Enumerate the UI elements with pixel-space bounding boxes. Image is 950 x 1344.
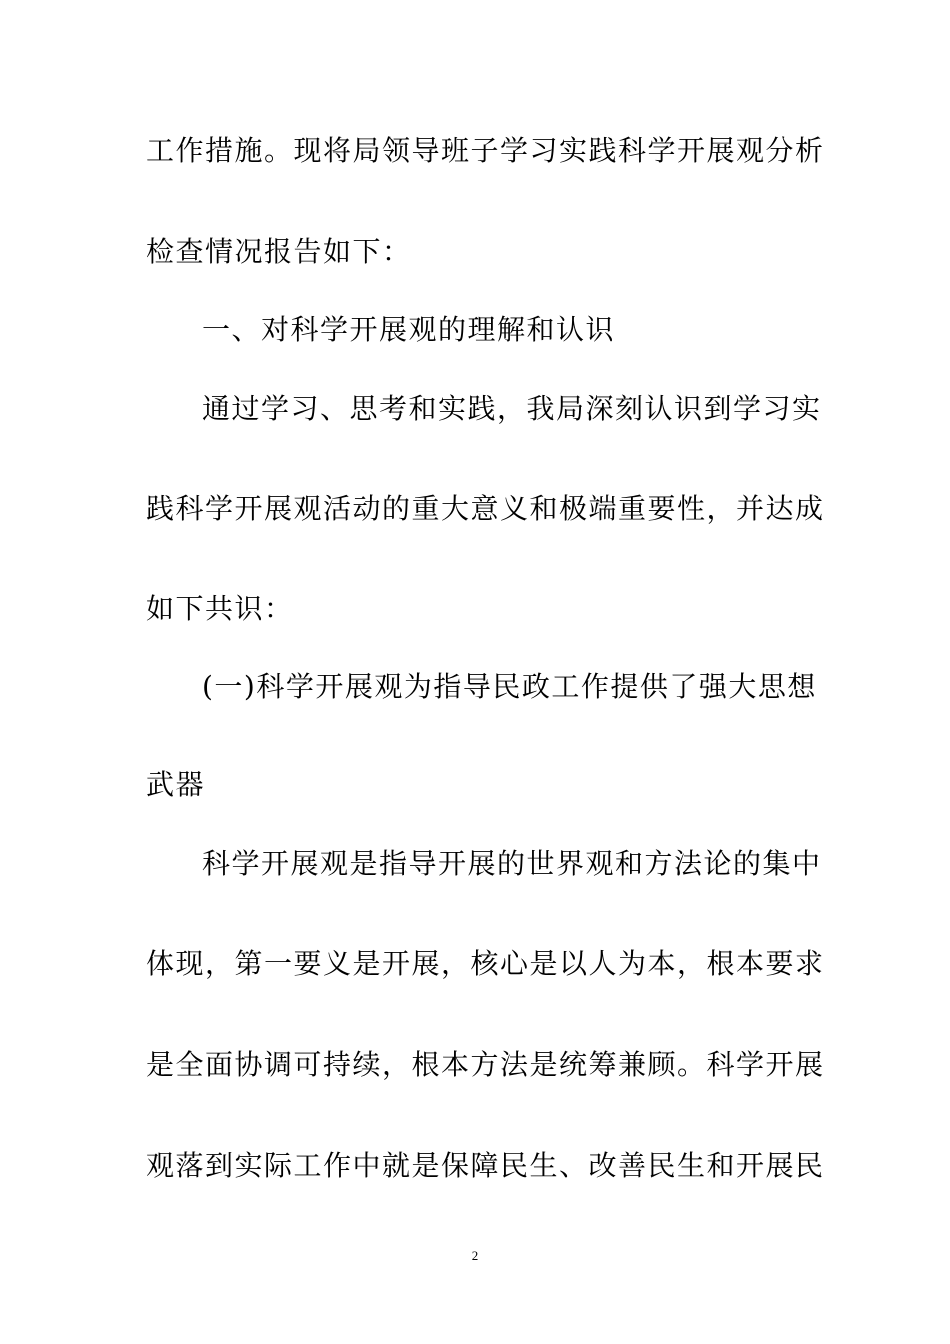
page-number: 2 — [471, 1248, 479, 1263]
text-line: 如下共识： — [146, 592, 294, 625]
text-line: 体现，第一要义是开展，核心是以人为本，根本要求 — [146, 947, 825, 980]
text-line: 工作措施。现将局领导班子学习实践科学开展观分析 — [146, 134, 825, 167]
text-line: 检查情况报告如下： — [146, 235, 412, 268]
text-line: 观落到实际工作中就是保障民生、改善民生和开展民 — [146, 1149, 825, 1182]
text-line: 践科学开展观活动的重大意义和极端重要性，并达成 — [146, 492, 825, 525]
subsection-heading: (一)科学开展观为指导民政工作提供了强大思想 — [202, 670, 817, 703]
section-heading: 一、对科学开展观的理解和认识 — [202, 313, 616, 346]
text-line: 是全面协调可持续，根本方法是统筹兼顾。科学开展 — [146, 1048, 825, 1081]
text-line: 通过学习、思考和实践，我局深刻认识到学习实 — [202, 392, 822, 425]
text-line: 科学开展观是指导开展的世界观和方法论的集中 — [202, 847, 822, 880]
subsection-heading-continuation: 武器 — [146, 768, 206, 801]
